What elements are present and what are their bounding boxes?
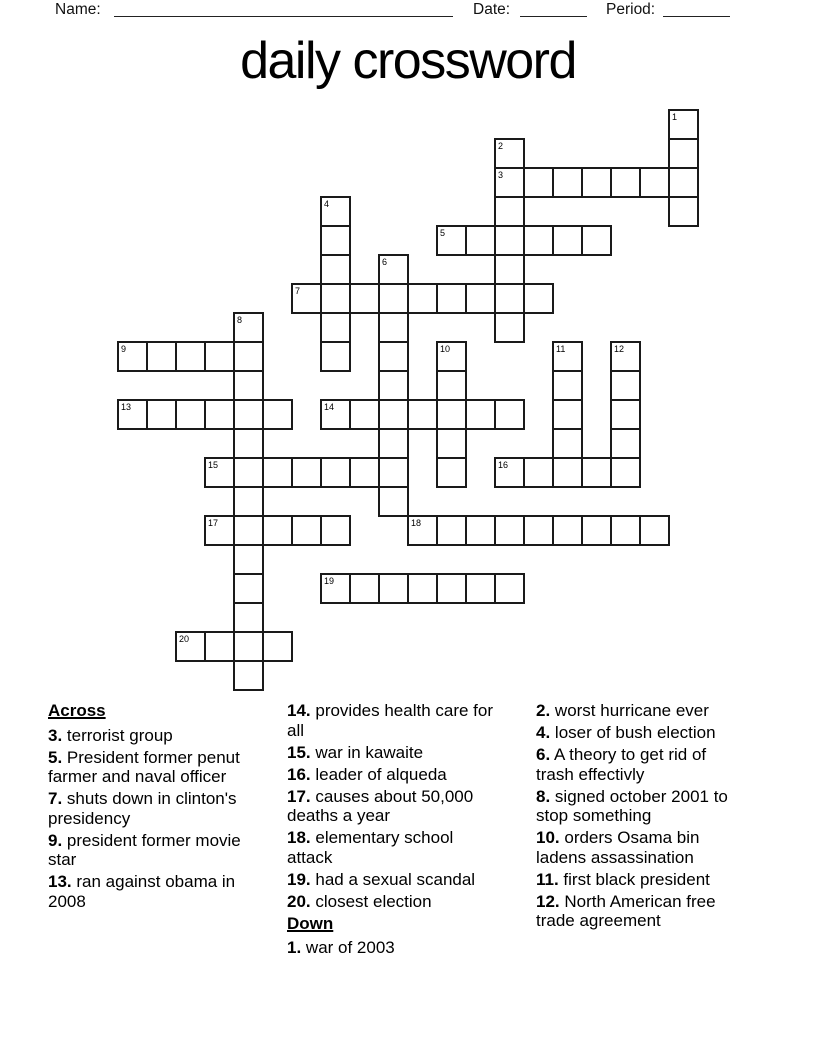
clue-item: 1. war of 2003 bbox=[287, 938, 395, 957]
cell-number: 6 bbox=[382, 256, 388, 267]
grid-cell[interactable] bbox=[233, 457, 264, 488]
name-write-line[interactable] bbox=[114, 0, 453, 17]
grid-cell[interactable] bbox=[581, 457, 612, 488]
grid-cell[interactable] bbox=[581, 515, 612, 546]
grid-cell[interactable] bbox=[436, 399, 467, 430]
clue-item-number: 12. bbox=[536, 891, 560, 911]
grid-cell[interactable] bbox=[349, 399, 380, 430]
clue-item-number: 8. bbox=[536, 786, 551, 806]
grid-cell[interactable] bbox=[610, 457, 641, 488]
grid-cell[interactable] bbox=[465, 573, 496, 604]
grid-cell[interactable] bbox=[436, 457, 467, 488]
clue-item: 19. had a sexual scandal bbox=[287, 869, 476, 889]
grid-cell[interactable] bbox=[610, 341, 641, 372]
date-label: Date: bbox=[473, 1, 511, 18]
grid-cell[interactable] bbox=[378, 312, 409, 343]
grid-cell[interactable] bbox=[233, 631, 264, 662]
cell-number: 17 bbox=[208, 517, 219, 528]
grid-cell[interactable] bbox=[552, 225, 583, 256]
clue-column-1 bbox=[48, 701, 248, 914]
grid-cell[interactable] bbox=[320, 225, 351, 256]
cell-number: 18 bbox=[411, 517, 422, 528]
grid-cell[interactable] bbox=[668, 109, 699, 140]
grid-cell[interactable] bbox=[494, 283, 525, 314]
grid-cell[interactable] bbox=[494, 196, 525, 227]
grid-cell[interactable] bbox=[436, 225, 467, 256]
cell-number: 10 bbox=[440, 343, 451, 354]
clue-item: 2. worst hurricane ever bbox=[536, 701, 709, 720]
clue-item: 10. orders Osama bin ladens assassination bbox=[536, 828, 700, 867]
grid-cell[interactable] bbox=[233, 399, 264, 430]
grid-cell[interactable] bbox=[552, 341, 583, 372]
grid-cell[interactable] bbox=[349, 573, 380, 604]
cell-number: 14 bbox=[324, 401, 335, 412]
grid-cell[interactable] bbox=[610, 370, 641, 401]
grid-cell[interactable] bbox=[204, 631, 235, 662]
cell-number: 5 bbox=[440, 227, 446, 238]
clue-item: 4. loser of bush election bbox=[536, 723, 716, 742]
clue-item: 13. ran against obama in 2008 bbox=[48, 872, 236, 911]
clue-item-number: 2. bbox=[536, 701, 551, 720]
grid-cell[interactable] bbox=[610, 515, 641, 546]
grid-cell[interactable] bbox=[465, 225, 496, 256]
grid-cell[interactable] bbox=[378, 341, 409, 372]
clue-item-number: 16. bbox=[287, 764, 311, 784]
cell-number: 13 bbox=[121, 401, 132, 412]
cell-number: 8 bbox=[237, 314, 243, 325]
clue-item-number: 19. bbox=[287, 869, 311, 889]
clue-item-number: 11. bbox=[536, 869, 559, 889]
grid-cell[interactable] bbox=[349, 457, 380, 488]
grid-cell[interactable] bbox=[436, 341, 467, 372]
grid-cell[interactable] bbox=[494, 312, 525, 343]
grid-cell[interactable] bbox=[175, 399, 206, 430]
crossword-grid bbox=[117, 109, 699, 691]
grid-cell[interactable] bbox=[494, 167, 525, 198]
grid-cell[interactable] bbox=[436, 283, 467, 314]
grid-cell[interactable] bbox=[320, 457, 351, 488]
grid-cell[interactable] bbox=[378, 283, 409, 314]
clue-item-number: 6. bbox=[536, 745, 551, 764]
grid-cell[interactable] bbox=[494, 573, 525, 604]
grid-cell[interactable] bbox=[204, 341, 235, 372]
grid-cell[interactable] bbox=[117, 341, 148, 372]
cell-number: 16 bbox=[498, 459, 509, 470]
grid-cell[interactable] bbox=[320, 254, 351, 285]
cell-number: 20 bbox=[179, 633, 190, 644]
grid-cell[interactable] bbox=[668, 167, 699, 198]
grid-cell[interactable] bbox=[262, 631, 293, 662]
grid-cell[interactable] bbox=[494, 225, 525, 256]
grid-cell[interactable] bbox=[233, 515, 264, 546]
clue-item: 5. President former penut farmer and naval officer bbox=[48, 747, 240, 786]
grid-cell[interactable] bbox=[378, 399, 409, 430]
grid-cell[interactable] bbox=[552, 428, 583, 459]
grid-cell[interactable] bbox=[291, 457, 322, 488]
grid-cell[interactable] bbox=[378, 428, 409, 459]
grid-cell[interactable] bbox=[436, 515, 467, 546]
grid-cell[interactable] bbox=[523, 283, 554, 314]
grid-cell[interactable] bbox=[378, 573, 409, 604]
clue-item-number: 15. bbox=[287, 742, 311, 762]
period-label: Period: bbox=[606, 1, 656, 18]
cell-number: 3 bbox=[498, 169, 504, 180]
clue-item-number: 10. bbox=[536, 828, 560, 847]
grid-cell[interactable] bbox=[552, 167, 583, 198]
grid-cell[interactable] bbox=[175, 631, 206, 662]
clue-item: 15. war in kawaite bbox=[287, 742, 424, 762]
grid-cell[interactable] bbox=[494, 254, 525, 285]
grid-cell[interactable] bbox=[349, 283, 380, 314]
grid-cell[interactable] bbox=[320, 312, 351, 343]
grid-cell[interactable] bbox=[320, 283, 351, 314]
grid-cell[interactable] bbox=[523, 457, 554, 488]
grid-cell[interactable] bbox=[262, 515, 293, 546]
grid-cell[interactable] bbox=[378, 486, 409, 517]
clue-item-number: 18. bbox=[287, 828, 311, 847]
clue-item-number: 3. bbox=[48, 725, 63, 745]
clue-item: 18. elementary school attack bbox=[287, 828, 454, 867]
clue-item: 6. A theory to get rid of trash effectivly bbox=[536, 745, 707, 784]
grid-cell[interactable] bbox=[639, 515, 670, 546]
cell-number: 9 bbox=[121, 343, 127, 354]
clue-column-2 bbox=[287, 701, 502, 960]
grid-cell[interactable] bbox=[581, 167, 612, 198]
grid-cell[interactable] bbox=[581, 225, 612, 256]
clue-item: 8. signed october 2001 to stop something bbox=[536, 786, 728, 825]
cell-number: 11 bbox=[556, 343, 566, 354]
grid-cell[interactable] bbox=[494, 138, 525, 169]
clue-item: 20. closest election bbox=[287, 891, 432, 911]
grid-cell[interactable] bbox=[233, 573, 264, 604]
cell-number: 12 bbox=[614, 343, 625, 354]
grid-cell[interactable] bbox=[320, 341, 351, 372]
page-title: daily crossword bbox=[240, 32, 576, 90]
cell-number: 4 bbox=[324, 198, 330, 209]
grid-cell[interactable] bbox=[146, 341, 177, 372]
grid-cell[interactable] bbox=[552, 399, 583, 430]
grid-cell[interactable] bbox=[146, 399, 177, 430]
cell-number: 19 bbox=[324, 575, 335, 586]
grid-cell[interactable] bbox=[523, 515, 554, 546]
grid-cell[interactable] bbox=[233, 370, 264, 401]
cell-number: 2 bbox=[498, 140, 504, 151]
grid-cell[interactable] bbox=[291, 283, 322, 314]
clue-item: 3. terrorist group bbox=[48, 725, 173, 745]
date-write-line[interactable] bbox=[520, 0, 587, 17]
clue-item: 16. leader of alqueda bbox=[287, 764, 447, 784]
grid-cell[interactable] bbox=[552, 515, 583, 546]
grid-cell[interactable] bbox=[117, 399, 148, 430]
grid-cell[interactable] bbox=[204, 515, 235, 546]
grid-cell[interactable] bbox=[523, 167, 554, 198]
grid-cell[interactable] bbox=[494, 515, 525, 546]
grid-cell[interactable] bbox=[494, 457, 525, 488]
grid-cell[interactable] bbox=[407, 515, 438, 546]
clue-item-number: 14. bbox=[287, 701, 311, 720]
clue-section-header: Down bbox=[287, 913, 334, 933]
clue-item-number: 17. bbox=[287, 786, 311, 806]
grid-cell[interactable] bbox=[610, 428, 641, 459]
grid-cell[interactable] bbox=[639, 167, 670, 198]
clue-item-number: 1. bbox=[287, 938, 302, 957]
clue-item: 12. North American free trade agreement bbox=[536, 891, 716, 930]
clue-item-number: 7. bbox=[48, 789, 63, 808]
grid-cell[interactable] bbox=[233, 544, 264, 575]
grid-cell[interactable] bbox=[552, 370, 583, 401]
clue-item: 14. provides health care for all bbox=[287, 701, 494, 740]
grid-cell[interactable] bbox=[320, 196, 351, 227]
grid-cell[interactable] bbox=[523, 225, 554, 256]
cell-number: 7 bbox=[295, 285, 301, 296]
clue-item: 7. shuts down in clinton's presidency bbox=[48, 789, 237, 828]
grid-cell[interactable] bbox=[378, 370, 409, 401]
grid-cell[interactable] bbox=[204, 457, 235, 488]
grid-cell[interactable] bbox=[668, 138, 699, 169]
grid-cell[interactable] bbox=[262, 457, 293, 488]
clue-item-number: 9. bbox=[48, 830, 63, 850]
grid-cell[interactable] bbox=[233, 486, 264, 517]
grid-cell[interactable] bbox=[204, 399, 235, 430]
grid-cell[interactable] bbox=[378, 254, 409, 285]
clue-item-number: 13. bbox=[48, 872, 72, 891]
grid-cell[interactable] bbox=[320, 399, 351, 430]
grid-cell[interactable] bbox=[610, 399, 641, 430]
clue-item-number: 4. bbox=[536, 723, 551, 742]
clue-column-3 bbox=[536, 701, 729, 933]
cell-number: 15 bbox=[208, 459, 219, 470]
clue-item: 17. causes about 50,000 deaths a year bbox=[287, 786, 474, 825]
grid-cell[interactable] bbox=[233, 312, 264, 343]
grid-cell[interactable] bbox=[320, 573, 351, 604]
grid-cell[interactable] bbox=[610, 167, 641, 198]
grid-cell[interactable] bbox=[465, 515, 496, 546]
grid-cell[interactable] bbox=[233, 660, 264, 691]
clue-item-number: 20. bbox=[287, 891, 311, 911]
grid-cell[interactable] bbox=[262, 399, 293, 430]
grid-cell[interactable] bbox=[465, 283, 496, 314]
clue-section-header: Across bbox=[48, 701, 106, 720]
grid-cell[interactable] bbox=[552, 457, 583, 488]
grid-cell[interactable] bbox=[494, 399, 525, 430]
grid-cell[interactable] bbox=[175, 341, 206, 372]
grid-cell[interactable] bbox=[465, 399, 496, 430]
grid-cell[interactable] bbox=[436, 370, 467, 401]
grid-cell[interactable] bbox=[291, 515, 322, 546]
grid-cell[interactable] bbox=[233, 428, 264, 459]
clue-item: 9. president former movie star bbox=[48, 830, 241, 869]
grid-cell[interactable] bbox=[668, 196, 699, 227]
period-write-line[interactable] bbox=[663, 0, 730, 17]
grid-cell[interactable] bbox=[407, 573, 438, 604]
grid-cell[interactable] bbox=[320, 515, 351, 546]
clue-item-number: 5. bbox=[48, 747, 63, 767]
cell-number: 1 bbox=[672, 111, 678, 122]
grid-cell[interactable] bbox=[407, 399, 438, 430]
grid-cell[interactable] bbox=[436, 573, 467, 604]
grid-cell[interactable] bbox=[436, 428, 467, 459]
name-label: Name: bbox=[55, 1, 101, 18]
grid-cell[interactable] bbox=[233, 341, 264, 372]
grid-cell[interactable] bbox=[233, 602, 264, 633]
grid-cell[interactable] bbox=[378, 457, 409, 488]
clue-item: 11. first black president bbox=[536, 869, 710, 889]
grid-cell[interactable] bbox=[407, 283, 438, 314]
